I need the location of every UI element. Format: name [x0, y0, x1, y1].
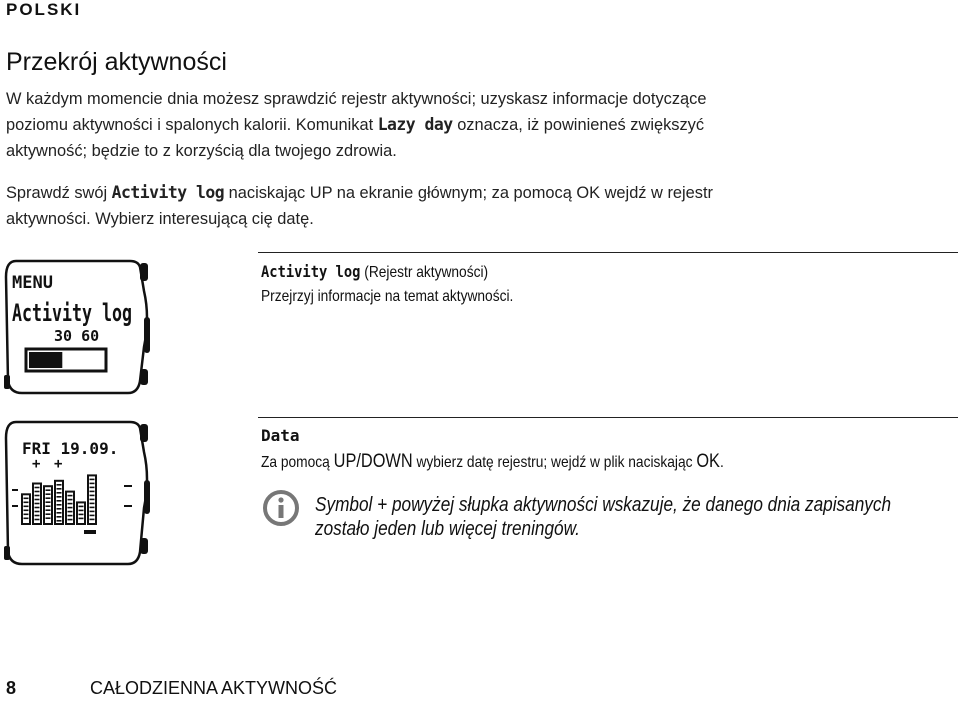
info-note-line-1: Symbol + powyżej słupka aktywności wskazuje, że danego dnia zapisanych [315, 494, 892, 516]
check-paragraph [6, 180, 906, 232]
section-activity-log-title: Activity log [261, 262, 361, 281]
section-data [261, 426, 799, 473]
button-bottom-right [140, 369, 148, 385]
screen-title: Activity log [12, 299, 132, 327]
check-line-1: Sprawdź swój Activity log naciskając UP na ekranie głównym; za pomocą OK wejdź w rejestr [6, 183, 713, 202]
watch-screen-date [4, 418, 152, 570]
check-line-2: aktywności. Wybierz interesującą cię datę. [6, 210, 314, 228]
button-right [144, 317, 150, 353]
section-divider-1 [258, 252, 958, 253]
info-note-line-2: zostało jeden lub więcej treningów. [315, 518, 580, 540]
page-number: 8 [6, 678, 17, 698]
progress-marks: 30 60 [54, 327, 100, 345]
section-activity-log-heading: Activity log (Rejestr aktywności) [261, 262, 489, 281]
page-title: Przekrój aktywności [6, 48, 227, 76]
button-right [144, 480, 150, 514]
watch-screen-activity-log [4, 257, 152, 397]
intro-paragraph [6, 86, 906, 164]
training-plus-mark: + [32, 456, 41, 472]
training-plus-mark: + [54, 456, 63, 472]
section-activity-log-desc: Przejrzyj informacje na temat aktywności. [261, 288, 514, 305]
button-bottom-right [140, 538, 148, 554]
language-label: POLSKI [6, 0, 82, 19]
button-top-right [140, 424, 148, 442]
activity-log-code: Activity log [111, 183, 225, 202]
section-divider-2 [258, 417, 958, 418]
button-top-right [140, 263, 148, 281]
progress-bar-fill [29, 352, 62, 368]
menu-label: MENU [12, 273, 53, 293]
intro-line-3: aktywność; będzie to z korzyścią dla twojego zdrowia. [6, 142, 397, 160]
button-bottom-left [4, 546, 10, 560]
info-note [315, 493, 891, 541]
intro-line-2: poziomu aktywności i spalonych kalorii. Komunikat Lazy day oznacza, iż powinieneś zwiększyć [6, 115, 705, 134]
date-label: FRI 19.09. [22, 439, 119, 458]
lazy-day-code: Lazy day [377, 115, 453, 134]
section-activity-log [261, 262, 554, 306]
button-bottom-left [4, 375, 10, 389]
intro-line-1: W każdym momencie dnia możesz sprawdzić rejestr aktywności; uzyskasz informacje dotyczące [6, 90, 707, 108]
section-data-title: Data [261, 426, 300, 445]
section-data-desc: Za pomocą UP/DOWN wybierz datę rejestru; wejdź w plik naciskając OK. [261, 451, 724, 472]
info-icon [262, 489, 300, 527]
chapter-title: CAŁODZIENNA AKTYWNOŚĆ [90, 678, 338, 698]
